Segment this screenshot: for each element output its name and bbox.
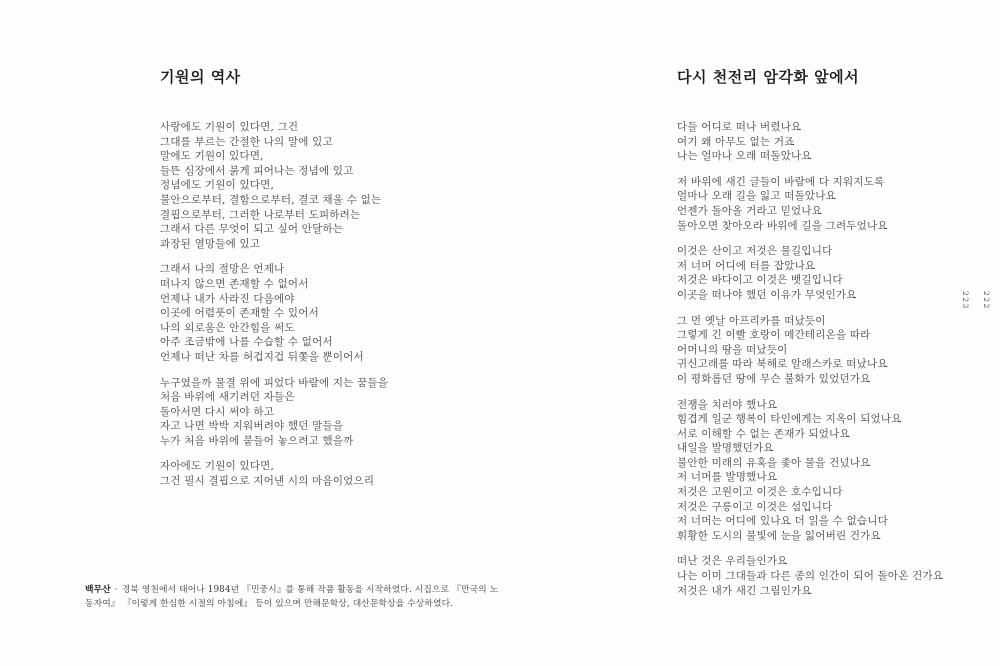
poem-line: 전쟁을 치러야 했나요 xyxy=(677,398,778,411)
poem-line: 들뜬 심장에서 붉게 피어나는 정념에 있고 xyxy=(160,164,354,177)
poem-line: 자아에도 기원이 있다면, xyxy=(160,460,275,473)
poem-line: 그래서 다른 무엇이 되고 싶어 안달하는 xyxy=(160,223,344,236)
poem-line: 돌아오면 찾아오라 바위에 길을 그려두었나요 xyxy=(677,219,888,232)
poem-line: 이 평화롭던 땅에 무슨 불화가 있었던가요 xyxy=(677,372,871,385)
poem-stanza xyxy=(677,398,943,544)
poem-line: 저 바위에 새긴 글들이 바람에 다 지워지도록 xyxy=(677,175,885,188)
poem-line: 돌아서면 다시 써야 하고 xyxy=(160,405,275,418)
poem-stanza xyxy=(677,120,943,164)
poem-line: 아주 조금밖에 나를 수습할 수 없어서 xyxy=(160,336,333,349)
poem-line: 정념에도 기원이 있다면, xyxy=(160,179,275,192)
poem-line: 과장된 열망들에 있고 xyxy=(160,237,261,250)
poem-line: 힘겹게 일군 행복이 타인에게는 지옥이 되었나요 xyxy=(677,413,902,426)
poem-stanza xyxy=(677,554,943,598)
poem-line: 휘황한 도시의 불빛에 눈을 잃어버린 건가요 xyxy=(677,529,881,542)
page-numbers xyxy=(961,291,991,310)
poem-line: 저 너머는 어디에 있나요 더 읽을 수 없습니다 xyxy=(677,515,888,528)
page-number-right: 223 xyxy=(961,291,970,310)
poem-line: 자고 나면 박박 지워버려야 했던 말들을 xyxy=(160,420,344,433)
left-poem-title: 기원의 역사 xyxy=(160,68,241,86)
poem-stanza xyxy=(160,459,388,488)
poem-line: 그 먼 옛날 아프리카를 떠났듯이 xyxy=(677,314,826,327)
poem-line: 저것은 내가 새긴 그림인가요 xyxy=(677,584,812,597)
poem-line: 불안으로부터, 결함으로부터, 결코 채울 수 없는 xyxy=(160,193,382,206)
left-poem-body xyxy=(160,120,388,500)
poem-line: 이곳을 떠나야 했던 이유가 무엇인가요 xyxy=(677,288,857,301)
poem-line: 그건 필시 결핍으로 지어낸 시의 마음이었으리 xyxy=(160,475,375,488)
poem-line: 언제나 내가 사라진 다음에야 xyxy=(160,292,295,305)
poem-line: 귀신고래를 따라 북해로 알래스카로 떠났나요 xyxy=(677,358,888,371)
poem-line: 서로 이해할 수 없는 존재가 되었나요 xyxy=(677,427,850,440)
poem-line: 이것은 산이고 저것은 물길입니다 xyxy=(677,245,833,258)
poem-stanza xyxy=(677,175,943,233)
right-poem-title: 다시 천전리 암각화 앞에서 xyxy=(677,68,860,86)
poem-line: 저것은 고원이고 이것은 호수입니다 xyxy=(677,486,843,499)
poem-line: 떠나지 않으면 존재할 수 없어서 xyxy=(160,277,309,290)
footnote-text-line2: 동자여』 『이렇게 한심한 시절의 아침에』 등이 있으며 만해문학상, 대산문학상을 수상하였다. xyxy=(85,599,454,609)
poem-line: 여기 왜 아무도 없는 거죠 xyxy=(677,135,795,148)
poem-line: 얼마나 오래 길을 잃고 떠돌았나요 xyxy=(677,190,836,203)
poem-line: 그래서 나의 절망은 언제나 xyxy=(160,263,285,276)
poem-line: 누가 처음 바위에 붙들어 놓으려고 했을까 xyxy=(160,434,354,447)
author-bio-footnote xyxy=(85,583,555,611)
footnote-text-line1: 경북 영천에서 태어나 1984년 『민중시』를 통해 작품 활동을 시작하였다. 시집으로 『만국의 노 xyxy=(121,585,499,595)
poem-stanza xyxy=(677,244,943,302)
poem-stanza xyxy=(677,314,943,387)
poem-line: 그렇게 긴 이빨 호랑이 메간테리온을 따라 xyxy=(677,329,871,342)
poem-line: 이곳에 어렴풋이 존재할 수 있어서 xyxy=(160,307,319,320)
poem-line: 불안한 미래의 유혹을 좇아 물을 건넜나요 xyxy=(677,456,871,469)
poem-line: 나는 얼마나 오래 떠돌았나요 xyxy=(677,150,812,163)
footnote-separator: · xyxy=(114,585,118,595)
poem-line: 내일을 발명했던가요 xyxy=(677,442,774,455)
poem-line: 저 너머 어디에 터를 잡았나요 xyxy=(677,259,816,272)
poem-line: 나의 외로움은 안간힘을 써도 xyxy=(160,321,295,334)
poem-line: 말에도 기원이 있다면, xyxy=(160,150,264,163)
poem-line: 언젠가 돌아올 거라고 믿었나요 xyxy=(677,204,823,217)
poem-line: 처음 바위에 새기려던 자들은 xyxy=(160,391,295,404)
poem-line: 저것은 바다이고 이것은 뱃길입니다 xyxy=(677,274,843,287)
poem-stanza xyxy=(160,262,388,364)
poem-line: 저 너머를 발명했나요 xyxy=(677,471,778,484)
poem-line: 그대를 부르는 간절한 나의 말에 있고 xyxy=(160,135,333,148)
page-number-left: 222 xyxy=(982,291,991,310)
poem-line: 사랑에도 기원이 있다면, 그건 xyxy=(160,121,299,133)
poem-line: 나는 이미 그대들과 다른 종의 인간이 되어 돌아온 건가요 xyxy=(677,570,944,583)
poem-stanza xyxy=(160,120,388,251)
poem-stanza xyxy=(160,376,388,449)
poem-line: 떠난 것은 우리들인가요 xyxy=(677,555,788,568)
poem-line: 결핍으로부터, 그러한 나로부터 도피하려는 xyxy=(160,208,361,221)
poem-line: 누구였을까 물결 위에 피었다 바람에 지는 꿈들을 xyxy=(160,376,389,389)
poem-line: 저것은 구릉이고 이것은 섬입니다 xyxy=(677,500,833,513)
poem-line: 언제나 떠난 차를 허겁지겁 뒤쫓을 뿐이어서 xyxy=(160,350,364,363)
author-name: 백무산 xyxy=(85,585,111,595)
right-poem-body xyxy=(677,120,943,609)
footnote-line xyxy=(85,585,498,595)
poem-line: 어머니의 땅을 떠났듯이 xyxy=(677,343,788,356)
poem-line: 다들 어디로 떠나 버렸나요 xyxy=(677,121,802,133)
